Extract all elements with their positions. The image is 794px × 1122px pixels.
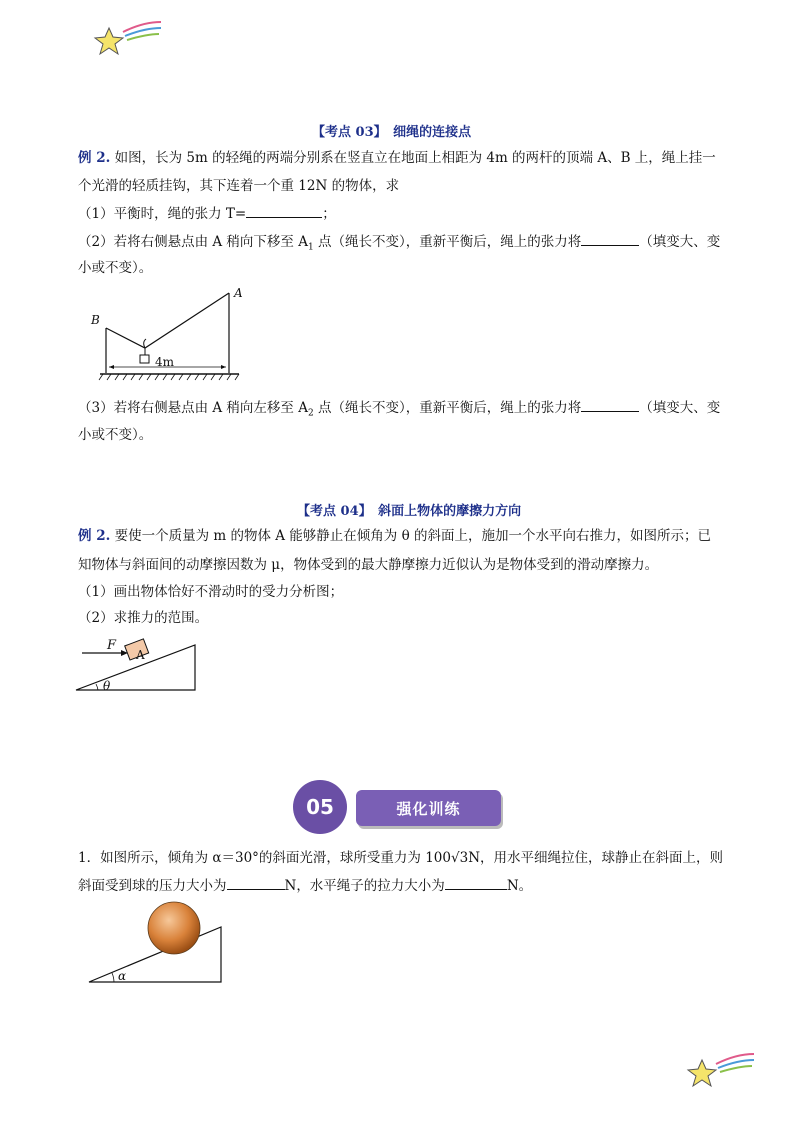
- fig-label-alpha: α: [118, 969, 127, 983]
- topic4-line2: 知物体与斜面间的动摩擦因数为 μ，物体受到的最大静摩擦力近似认为是物体受到的滑动摩擦力。: [78, 557, 659, 573]
- fig-label-block-a: A: [136, 648, 145, 662]
- fig-label-theta: θ: [103, 679, 111, 693]
- topic4-line1: 例 2. 要使一个质量为 m 的物体 A 能够静止在倾角为 θ 的斜面上，施加一个水平向右推力，如图所示；已: [78, 528, 712, 544]
- answer-blank[interactable]: [246, 204, 322, 218]
- topic4-heading: 【考点 04】 斜面上物体的摩擦力方向: [297, 504, 522, 519]
- answer-blank[interactable]: [445, 876, 507, 890]
- star-decoration-icon: [95, 20, 165, 60]
- example-label: 例 2.: [78, 150, 111, 166]
- sqrt-symbol: √3: [450, 850, 469, 866]
- topic3-q2-line1: （2）若将右侧悬点由 A 稍向下移至 $A_1$ 点（绳长不变），重新平衡后，绳上的张力将 （填变大、变: [78, 234, 721, 253]
- topic3-q3-line2: 小或不变）。: [78, 427, 153, 443]
- topic4-q2: （2）求推力的范围。: [78, 610, 209, 626]
- star-decoration-icon: [688, 1052, 758, 1092]
- topic3-q1: （1）平衡时，绳的张力 T= ；: [78, 206, 336, 222]
- fig-label-a: A: [234, 286, 243, 300]
- topic3-q2-line2: 小或不变）。: [78, 260, 153, 276]
- fig-label-f: F: [107, 638, 117, 653]
- section-title: 强化训练: [356, 790, 501, 826]
- answer-blank[interactable]: [581, 398, 639, 412]
- section-number-badge: 05: [293, 780, 347, 834]
- exercise1-line2: 斜面受到球的压力大小为 N，水平绳子的拉力大小为 N。: [78, 878, 533, 894]
- topic3-line2: 个光滑的轻质挂钩，其下连着一个重 12N 的物体，求: [78, 178, 400, 194]
- topic3-heading: 【考点 03】 细绳的连接点: [312, 125, 472, 140]
- topic3-line1: 例 2. 如图，长为 5m 的轻绳的两端分别系在竖直立在地面上相距为 4m 的两杆的顶端 A、B 上，绳上挂一: [78, 150, 716, 166]
- topic4-q1: （1）画出物体恰好不滑动时的受力分析图；: [78, 584, 344, 600]
- topic3-q3-line1: （3）若将右侧悬点由 A 稍向左移至 $A_2$ 点（绳长不变），重新平衡后，绳上的张力将 （填变大、变: [78, 400, 721, 419]
- ball-incline-figure: [88, 900, 228, 985]
- rope-poles-figure: [95, 285, 245, 385]
- answer-blank[interactable]: [227, 876, 285, 890]
- fig-label-distance: 4m: [155, 355, 175, 369]
- fig-label-b: B: [91, 313, 100, 327]
- exercise1-line1: 1．如图所示，倾角为 α＝30°的斜面光滑，球所受重力为 100√3N，用水平细绳拉住，球静止在斜面上，则: [78, 850, 723, 866]
- answer-blank[interactable]: [581, 232, 639, 246]
